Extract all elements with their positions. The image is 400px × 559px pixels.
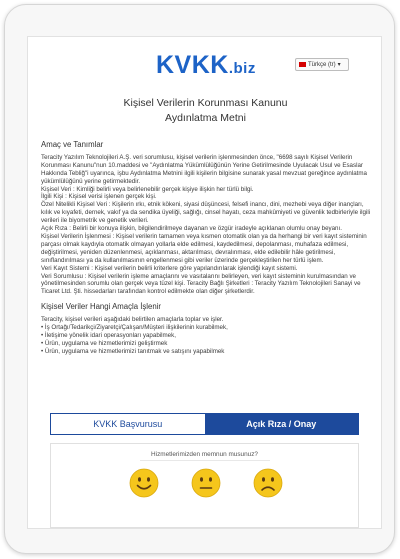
paragraph: Özel Nitelikli Kişisel Veri : Kişilerin ırkı, etnik kökeni, siyasi düşüncesi, felsefi inancı, dini, mezhebi veya diğer inançları, kılık ve kıyafeti, dernek, vakıf ya da sendika üyeliği, sağlığı, cinsel hayatı, ceza mahkûmiyeti ve güvenlik tedbirleriyle ilgili verileri ile biyometrik ve genetik verileri. bbox=[41, 201, 371, 225]
chevron-down-icon: ▾ bbox=[337, 62, 341, 68]
logo-main: KVKK bbox=[156, 51, 229, 79]
sad-face-icon[interactable] bbox=[253, 468, 283, 498]
tab-kvkk-application[interactable]: KVKK Başvurusu bbox=[51, 414, 205, 434]
paragraph: Kişisel Verilerin İşlenmesi : Kişisel verilerin tamamen veya kısmen otomatik olan ya da herhangi bir veri kayıt sisteminin parçası olmak kaydıyla otomatik olmayan yollarla elde edilmesi, kaydedilmesi, depolanması, muhafaza edilmesi, değiştirilmesi, yeniden düzenlenmesi, açıklanması, aktarılması, devralınması, elde edilebilir hâle getirilmesi, sınıflandırılması ya da kullanılmasının engellenmesi gibi veriler üzerinde gerçekleştirilen her türlü işlem. bbox=[41, 232, 367, 264]
page-title: Kişisel Verilerin Korunması Kanunu bbox=[123, 97, 288, 109]
section-heading-processing: Kişisel Veriler Hangi Amaçla İşlenir bbox=[41, 302, 162, 312]
logo-suffix: .biz bbox=[228, 60, 256, 77]
page-subtitle: Aydınlatma Metni bbox=[165, 112, 246, 124]
turkey-flag-icon bbox=[299, 62, 306, 67]
paragraph: Teracity Yazılım Teknolojileri A.Ş. veri sorumlusu, kişisel verilerin işlenmesinden önce, "6698 sayılı Kişisel Verilerin Korunması Kanunu"nun 10.maddesi ve "Aydınlatma Yükümlülüğünün Yerine Getirilmesinde Uyulacak Usul ve Esaslar Hakkında Tebliğ"i uyarınca, işbu Aydınlatma Metnini ilgili kişilerin bilgisine sunarak yasal mevzuat gereğince aydınlatma yükümlülüğünü yerine getirmektedir. bbox=[41, 153, 367, 185]
paragraph: Teracity, kişisel verileri aşağıdaki belirtilen amaçlarla toplar ve işler. bbox=[41, 316, 224, 324]
list-item: • Ürün, uygulama ve hizmetlerimizi geliştirmek bbox=[41, 339, 168, 347]
list-item: • İletişime yönelik idari operasyonları yapabilmek, bbox=[41, 331, 176, 339]
paragraph: Veri Sorumlusu : Kişisel verilerin işleme amaçlarını ve vasıtalarını belirleyen, veri kayıt sisteminin kurulmasından ve yönetilmesinden sorumlu olan gerçek veya tüzel kişi. Teracity Bağlı Şirketleri : Teracity Yazılım Teknolojileri Sanayi ve Ticaret Ltd. Şti. hissedarları tarafından kontrol edilmekte olan diğer şirketlerdir. bbox=[41, 272, 361, 296]
survey-question: Hizmetlerimizden memnun musunuz? bbox=[151, 451, 258, 458]
divider bbox=[140, 460, 270, 461]
list-item: • İş Ortağı/Tedarikçi/Ziyaretçi/Çalışan/Müşteri ilişkilerinin kurabilmek, bbox=[41, 324, 228, 332]
tablet-frame bbox=[4, 4, 395, 554]
kvkk-logo bbox=[156, 51, 256, 80]
section-heading-purpose: Amaç ve Tanımlar bbox=[41, 140, 104, 149]
paragraph: Kişisel Veri : Kimliği belirli veya belirlenebilir gerçek kişiye ilişkin her türlü bilgi. bbox=[41, 185, 254, 193]
language-select[interactable] bbox=[295, 58, 349, 71]
screen bbox=[27, 36, 382, 529]
satisfaction-survey bbox=[50, 443, 359, 528]
tab-bar bbox=[50, 413, 359, 435]
paragraph: Veri Kayıt Sistemi : Kişisel verilerin belirli kriterlere göre yapılandırılarak işlendiği kayıt sistemi. bbox=[41, 264, 298, 272]
rating-options bbox=[51, 468, 358, 508]
document-content bbox=[41, 141, 371, 356]
paragraph: Açık Rıza : Belirli bir konuya ilişkin, bilgilendirilmeye dayanan ve özgür iradeyle açıklanan olumlu onay beyanı. bbox=[41, 225, 342, 233]
list-item: • Ürün, uygulama ve hizmetlerimizi tanıtmak ve satışını yapabilmek bbox=[41, 347, 225, 355]
tab-explicit-consent[interactable]: Açık Rıza / Onay bbox=[205, 414, 359, 434]
happy-face-icon[interactable] bbox=[129, 468, 159, 498]
language-label: Türkçe (tr) bbox=[308, 61, 336, 68]
neutral-face-icon[interactable] bbox=[191, 468, 221, 498]
paragraph: İlgili Kişi : Kişisel verisi işlenen gerçek kişi. bbox=[41, 193, 157, 201]
